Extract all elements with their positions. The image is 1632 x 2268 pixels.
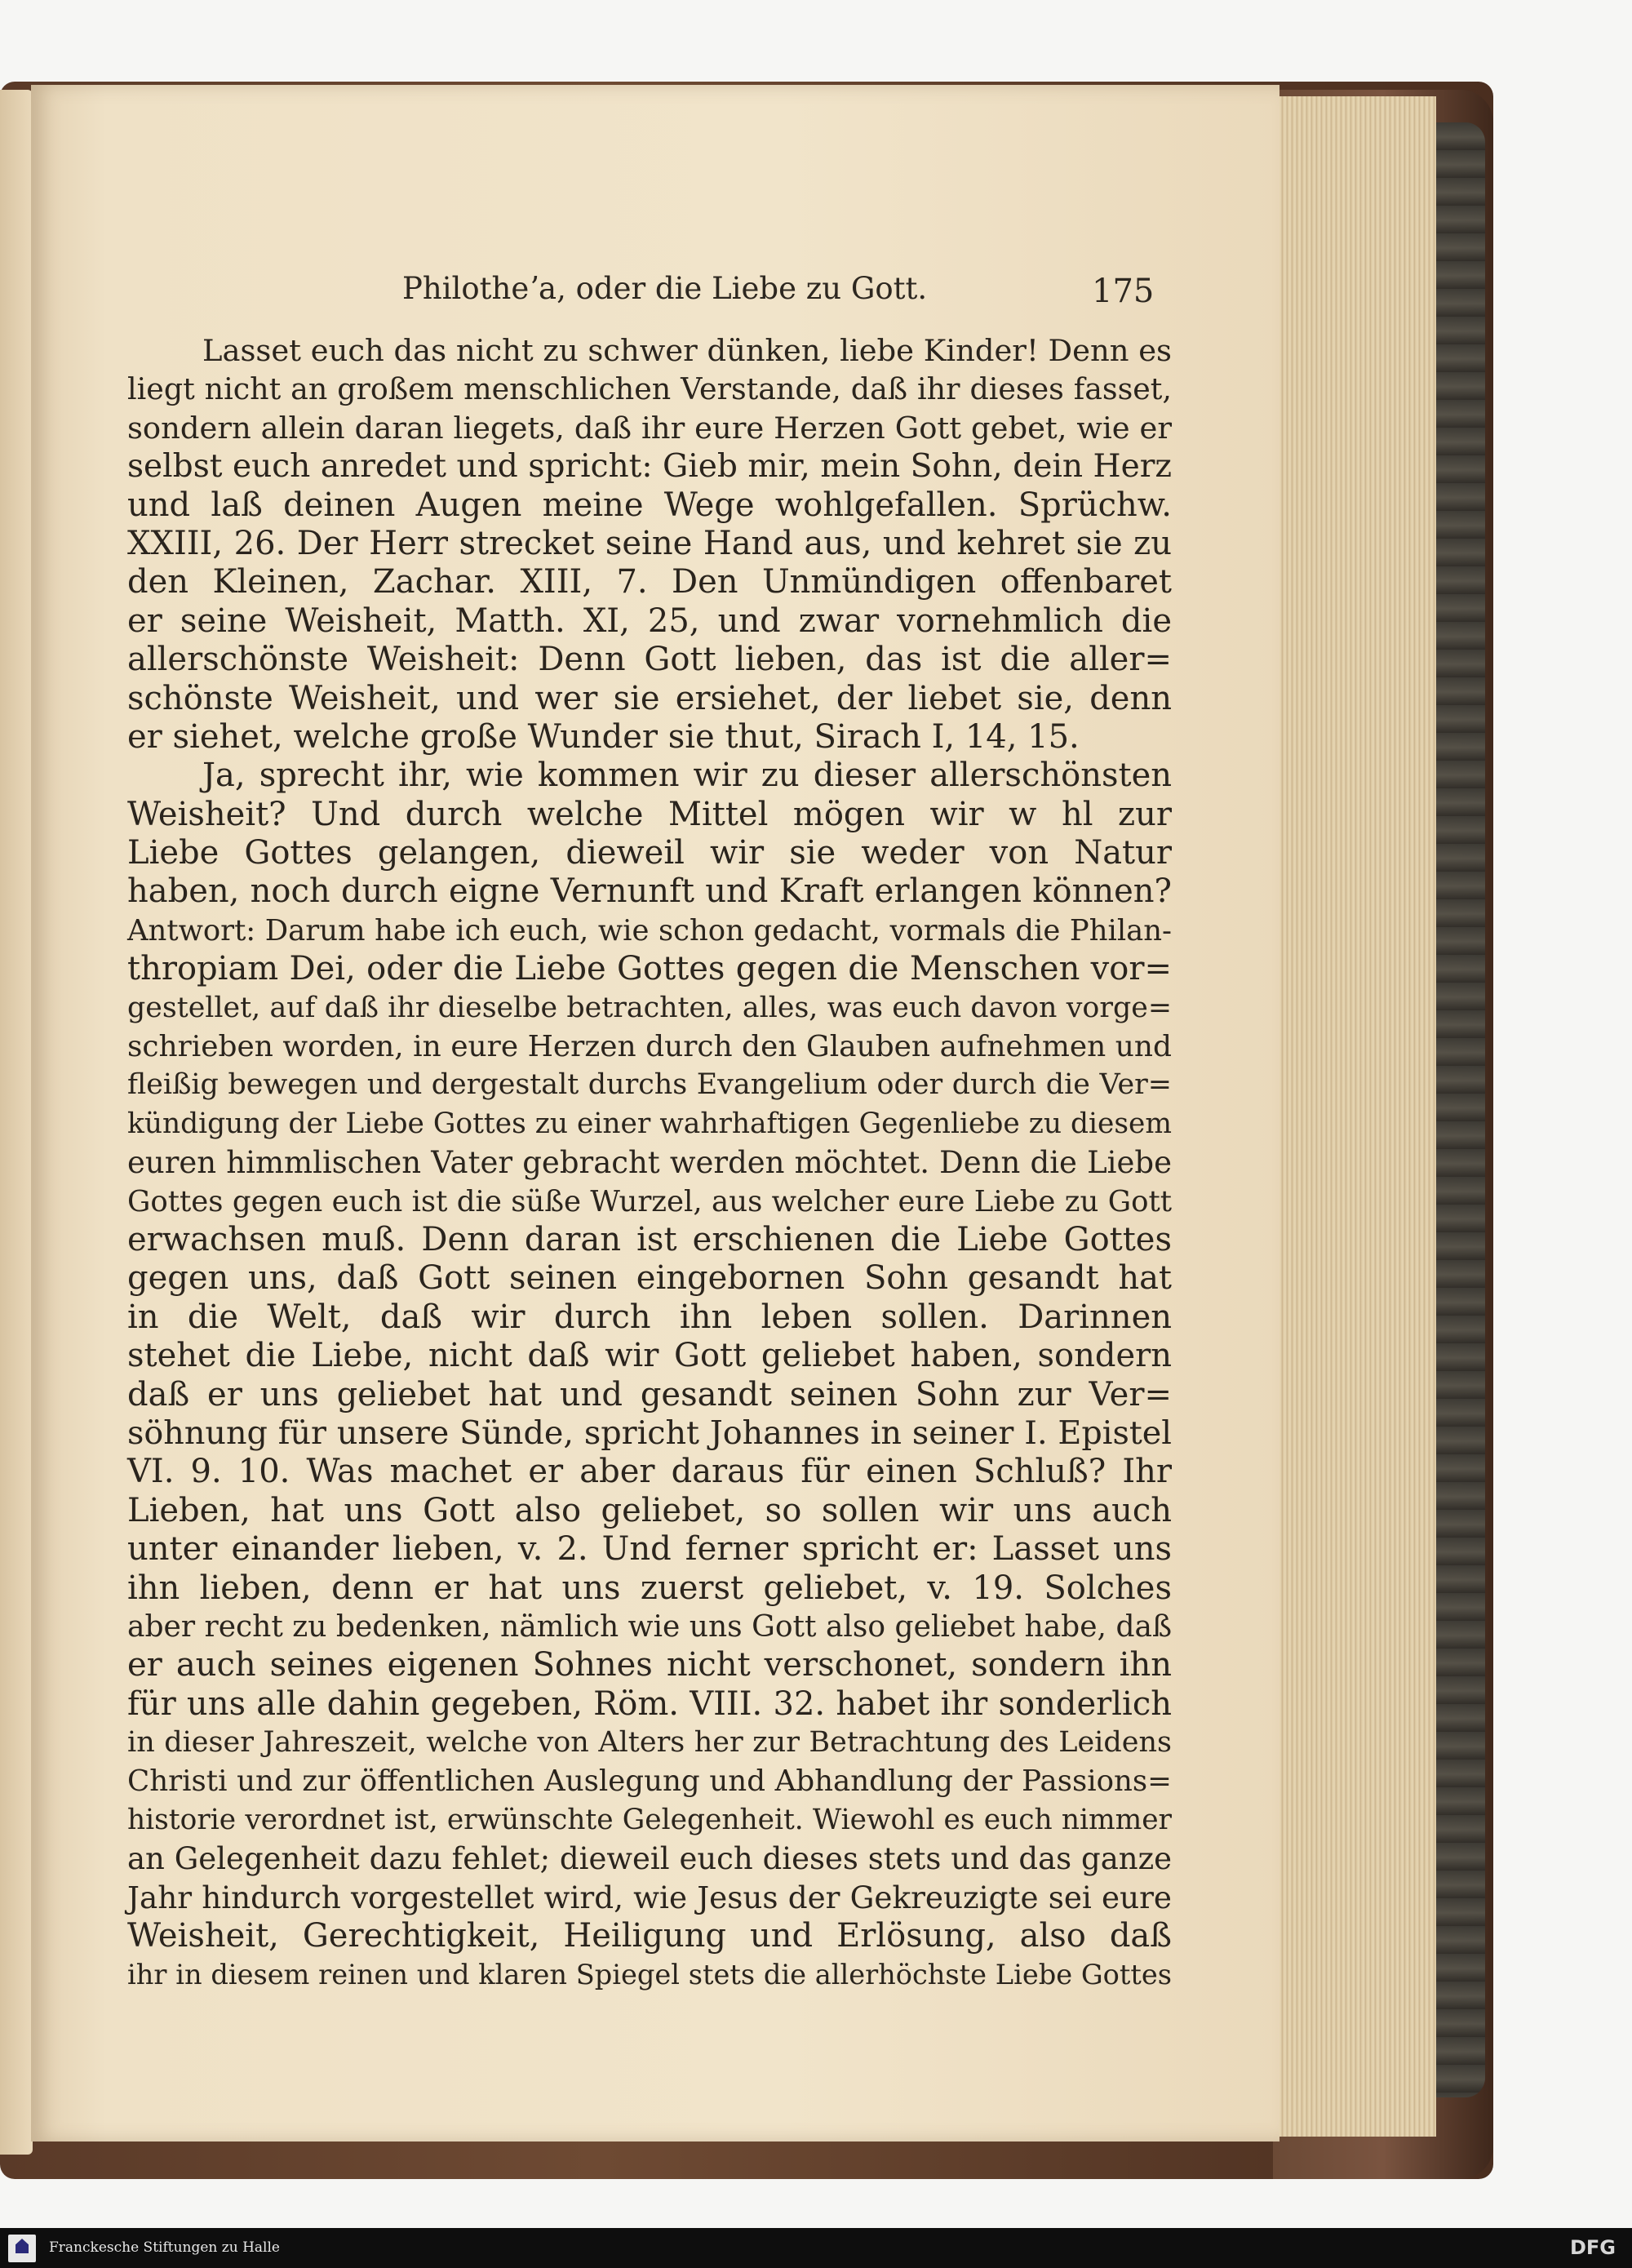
text-line: an Gelegenheit dazu fehlet; dieweil euch dieses stets und das ganze: [127, 1841, 1172, 1877]
text-line: thropiam Dei, oder die Liebe Gottes gegen die Menschen vor=: [127, 950, 1172, 988]
text-line: Lasset euch das nicht zu schwer dünken, liebe Kinder! Denn es: [202, 333, 1172, 368]
text-line: für uns alle dahin gegeben, Röm. VIII. 32. habet ihr sonderlich: [127, 1684, 1172, 1723]
text-line: Weisheit? Und durch welche Mittel mögen wir w hl zur: [127, 795, 1172, 833]
text-line: Jahr hindurch vorgestellet wird, wie Jesus der Gekreuzigte sei eure: [127, 1879, 1172, 1915]
text-line: Lieben, hat uns Gott also geliebet, so sollen wir uns auch: [127, 1491, 1172, 1529]
text-line: Liebe Gottes gelangen, dieweil wir sie weder von Natur: [127, 834, 1172, 872]
institution-label: Franckesche Stiftungen zu Halle: [49, 2239, 280, 2256]
text-line: Weisheit, Gerechtigkeit, Heiligung und Erlösung, also daß: [127, 1917, 1172, 1955]
text-line: aber recht zu bedenken, nämlich wie uns Gott also geliebet habe, daß: [127, 1609, 1172, 1644]
text-line: Ja, sprecht ihr, wie kommen wir zu dieser allerschönsten: [202, 757, 1172, 795]
viewer-footer: [0, 2228, 1632, 2268]
text-line: haben, noch durch eigne Vernunft und Kraft erlangen können?: [127, 872, 1172, 911]
dfg-logo: DFG: [1569, 2236, 1616, 2259]
text-line: er siehet, welche große Wunder sie thut, Sirach I, 14, 15.: [127, 717, 1080, 756]
text-line: Gottes gegen euch ist die süße Wurzel, aus welcher eure Liebe zu Gott: [127, 1184, 1172, 1218]
text-line: den Kleinen, Zachar. XIII, 7. Den Unmündigen offenbaret: [127, 563, 1172, 601]
cover-spine-texture: [1436, 122, 1485, 2097]
text-line: XXIII, 26. Der Herr strecket seine Hand aus, und kehret sie zu: [127, 524, 1172, 562]
text-line: stehet die Liebe, nicht daß wir Gott geliebet haben, sondern: [127, 1337, 1172, 1375]
text-line: gestellet, auf daß ihr dieselbe betrachten, alles, was euch davon vorge=: [127, 991, 1172, 1024]
book-page: [31, 85, 1279, 2142]
text-line: söhnung für unsere Sünde, spricht Johannes in seiner I. Epistel: [127, 1414, 1172, 1452]
body-text: [127, 331, 1172, 1995]
text-line: historie verordnet ist, erwünschte Gelegenheit. Wiewohl es euch nimmer: [127, 1803, 1172, 1836]
text-line: Antwort: Darum habe ich euch, wie schon gedacht, vormals die Philan-: [127, 913, 1172, 948]
text-line: in die Welt, daß wir durch ihn leben sollen. Darinnen: [127, 1298, 1172, 1336]
running-head: Philotheʼa, oder die Liebe zu Gott.: [402, 271, 928, 306]
text-line: er auch seines eigenen Sohnes nicht verschonet, sondern ihn: [127, 1646, 1172, 1684]
text-line: fleißig bewegen und dergestalt durchs Evangelium oder durch die Ver=: [127, 1068, 1172, 1102]
text-line: Christi und zur öffentlichen Auslegung und Abhandlung der Passions=: [127, 1764, 1172, 1799]
text-line: daß er uns geliebet hat und gesandt seinen Sohn zur Ver=: [127, 1375, 1172, 1414]
text-line: allerschönste Weisheit: Denn Gott lieben, das ist die aller=: [127, 641, 1172, 679]
text-line: kündigung der Liebe Gottes zu einer wahrhaftigen Gegenliebe zu diesem: [127, 1107, 1172, 1140]
text-line: schönste Weisheit, und wer sie ersiehet, der liebet sie, denn: [127, 679, 1172, 717]
text-line: ihr in diesem reinen und klaren Spiegel stets die allerhöchste Liebe Gottes: [127, 1959, 1172, 1991]
page-stack-edge: [1273, 96, 1436, 2137]
page-number: 175: [1092, 273, 1155, 310]
left-page-edge: [0, 90, 33, 2155]
text-line: in dieser Jahreszeit, welche von Alters her zur Betrachtung des Leidens: [127, 1726, 1172, 1760]
text-line: und laß deinen Augen meine Wege wohlgefallen. Sprüchw.: [127, 486, 1172, 524]
text-line: VI. 9. 10. Was machet er aber daraus für einen Schluß? Ihr: [127, 1453, 1172, 1491]
text-line: schrieben worden, in eure Herzen durch den Glauben aufnehmen und: [127, 1030, 1172, 1064]
text-line: euren himmlischen Vater gebracht werden möchtet. Denn die Liebe: [127, 1145, 1172, 1181]
text-line: ihn lieben, denn er hat uns zuerst geliebet, v. 19. Solches: [127, 1569, 1172, 1607]
text-line: sondern allein daran liegets, daß ihr eure Herzen Gott gebet, wie er: [127, 410, 1172, 446]
text-line: gegen uns, daß Gott seinen eingebornen Sohn gesandt hat: [127, 1259, 1172, 1298]
text-line: er seine Weisheit, Matth. XI, 25, und zwar vornehmlich die: [127, 601, 1172, 640]
franckesche-stiftungen-logo-icon: [8, 2235, 36, 2262]
text-line: erwachsen muß. Denn daran ist erschienen die Liebe Gottes: [127, 1220, 1172, 1258]
text-line: liegt nicht an großem menschlichen Verstande, daß ihr dieses fasset,: [127, 371, 1172, 407]
text-line: unter einander lieben, v. 2. Und ferner spricht er: Lasset uns: [127, 1530, 1172, 1569]
text-line: selbst euch anredet und spricht: Gieb mir, mein Sohn, dein Herz: [127, 448, 1172, 486]
